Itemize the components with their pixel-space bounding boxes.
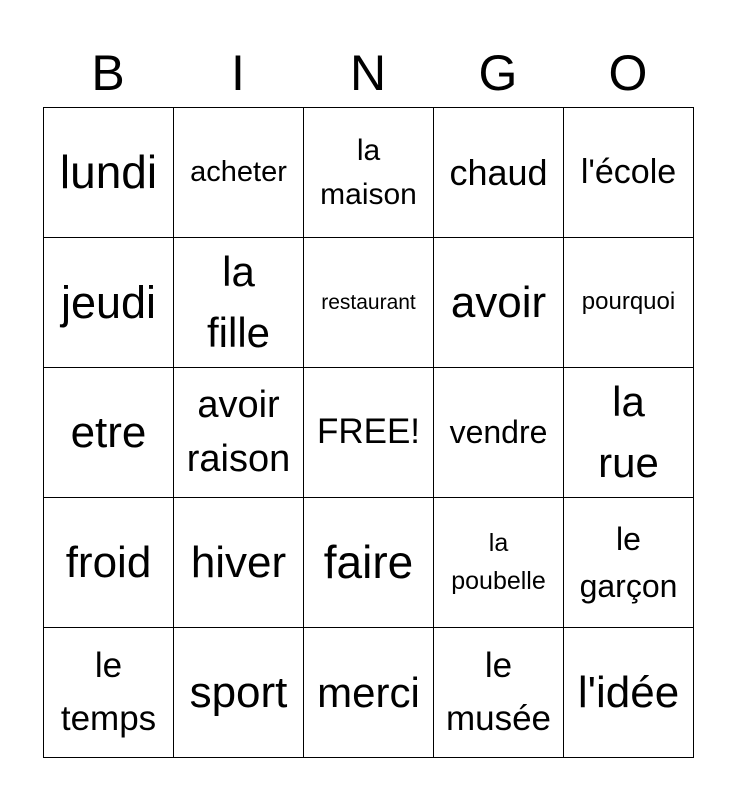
bingo-cell-r4c5[interactable] (564, 498, 694, 628)
cell-text: l'idée (577, 667, 680, 717)
cell-text: chaud (449, 151, 548, 193)
cell-text: vendre (449, 414, 548, 451)
bingo-cell-r3c2[interactable] (174, 368, 304, 498)
cell-text: FREE! (316, 412, 421, 452)
bingo-cell-r4c3[interactable] (304, 498, 434, 628)
bingo-cell-r4c2[interactable] (174, 498, 304, 628)
bingo-cell-r2c2[interactable] (174, 238, 304, 368)
cell-text: pourquoi (581, 288, 676, 316)
bingo-cell-r1c4[interactable] (434, 108, 564, 238)
bingo-cell-r2c4[interactable] (434, 238, 564, 368)
cell-text: lundi (59, 145, 158, 198)
cell-text: acheter (190, 156, 287, 189)
cell-text: avoir (450, 277, 547, 327)
bingo-cell-r3c4[interactable] (434, 368, 564, 498)
bingo-board (43, 107, 694, 758)
header-letter-b: B (91, 45, 125, 101)
bingo-cell-r5c2[interactable] (174, 628, 304, 758)
bingo-header (43, 40, 693, 106)
bingo-cell-r5c4[interactable] (434, 628, 564, 758)
bingo-cell-r1c2[interactable] (174, 108, 304, 238)
cell-text: sport (189, 667, 288, 717)
bingo-cell-r3c3[interactable] (304, 368, 434, 498)
cell-text: l'école (580, 153, 677, 192)
bingo-cell-r4c1[interactable] (44, 498, 174, 628)
header-letter-g: G (478, 45, 518, 101)
bingo-cell-r3c5[interactable] (564, 368, 694, 498)
cell-text: jeudi (60, 276, 157, 328)
bingo-cell-r5c1[interactable] (44, 628, 174, 758)
cell-text: faire (323, 536, 414, 588)
bingo-cell-r5c5[interactable] (564, 628, 694, 758)
header-letter-n: N (349, 45, 387, 101)
header-letter-o: O (608, 45, 648, 101)
cell-text: la fille (206, 247, 271, 356)
cell-text: avoir raison (186, 384, 291, 480)
bingo-cell-r1c5[interactable] (564, 108, 694, 238)
cell-text: la poubelle (451, 529, 546, 595)
cell-text: froid (65, 537, 152, 587)
cell-text: restaurant (321, 290, 416, 314)
bingo-cell-r1c1[interactable] (44, 108, 174, 238)
bingo-cell-r2c3[interactable] (304, 238, 434, 368)
bingo-cell-r2c5[interactable] (564, 238, 694, 368)
bingo-cell-r4c4[interactable] (434, 498, 564, 628)
cell-text: merci (317, 669, 420, 716)
cell-text: etre (70, 407, 147, 457)
bingo-cell-r2c1[interactable] (44, 238, 174, 368)
bingo-cell-r1c3[interactable] (304, 108, 434, 238)
cell-text: le garçon (579, 521, 678, 604)
bingo-cell-r5c3[interactable] (304, 628, 434, 758)
cell-text: le temps (60, 646, 157, 738)
bingo-cell-r3c1[interactable] (44, 368, 174, 498)
cell-text: le musée (445, 646, 552, 738)
cell-text: la maison (320, 134, 417, 211)
header-letter-i: I (231, 45, 245, 101)
cell-text: la rue (598, 377, 659, 486)
cell-text: hiver (190, 537, 287, 587)
